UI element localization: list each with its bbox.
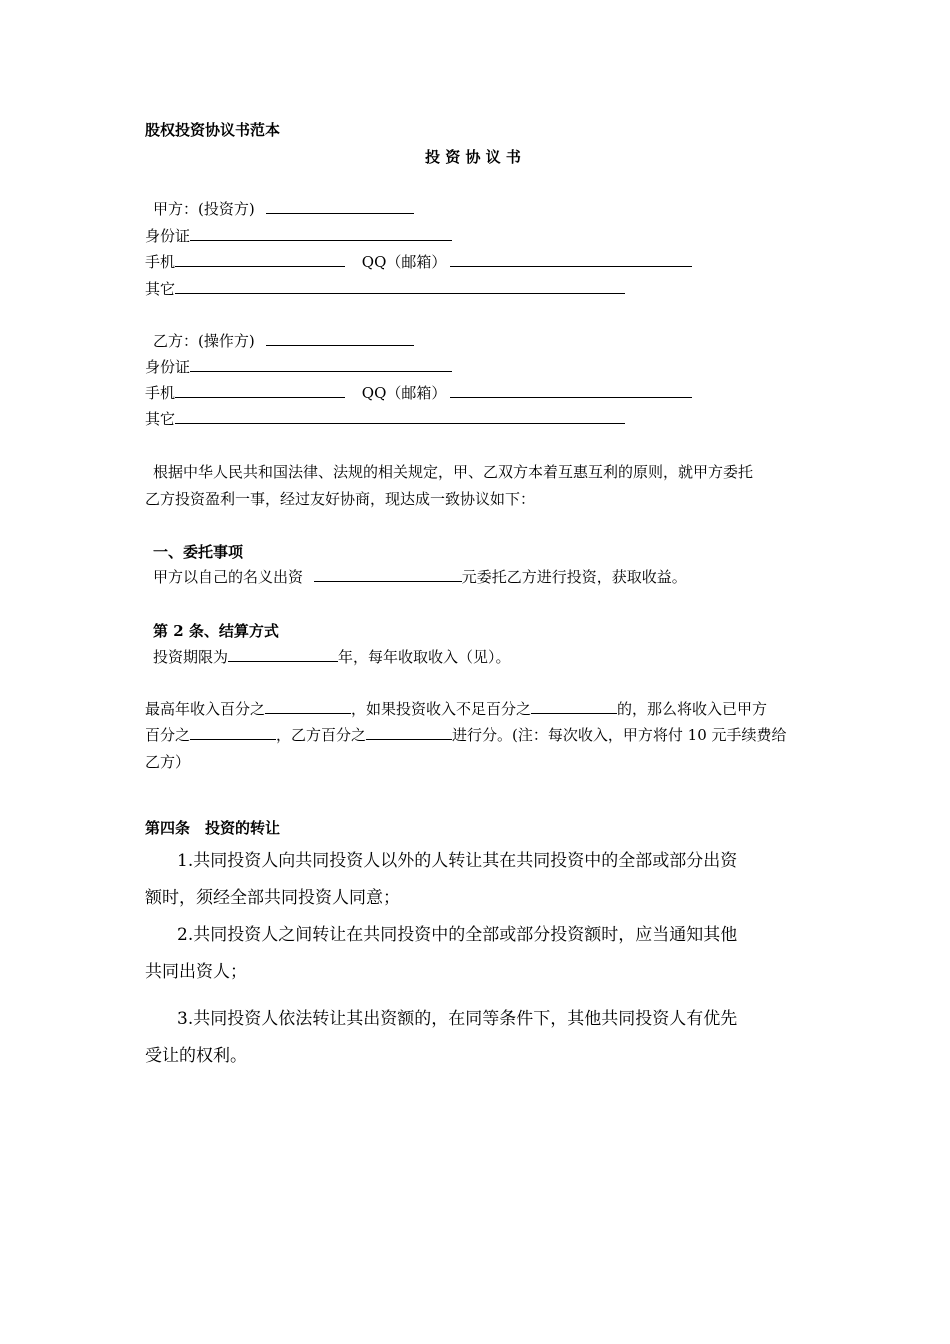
doc-heading: 股权投资协议书范本: [145, 121, 281, 139]
party-b-other-label: 其它: [145, 410, 176, 428]
party-b-share-blank[interactable]: [366, 725, 452, 740]
section2-text-b: 年，每年收取收入（见）。: [338, 648, 511, 666]
profit-2c: 进行分。(注：每次收入，甲方将付 10 元手续费给: [452, 726, 787, 744]
section2-title: 第 2 条、结算方式: [153, 622, 279, 640]
party-a-other-row: [145, 279, 625, 299]
party-a-other-blank[interactable]: [175, 279, 625, 294]
clause3-line-b: 受让的权利。: [145, 1046, 247, 1066]
preamble-line-1: 根据中华人民共和国法律、法规的相关规定，甲、乙双方本着互惠互利的原则，就甲方委托: [153, 463, 754, 481]
investment-term-blank[interactable]: [228, 647, 338, 662]
party-b-name-label: 乙方：(操作方): [153, 332, 255, 350]
party-a-id-label: 身份证: [145, 227, 191, 245]
doc-title: 投 资 协 议 书: [425, 148, 521, 166]
clause2-line-b: 共同出资人；: [145, 962, 247, 982]
party-b-id-row: [145, 357, 452, 377]
party-a-id-blank[interactable]: [190, 226, 452, 241]
party-a-phone-blank[interactable]: [175, 252, 345, 267]
section2-text-a: 投资期限为: [153, 648, 229, 666]
party-a-qq-label: QQ（邮箱）: [361, 253, 447, 271]
party-a-other-label: 其它: [145, 280, 176, 298]
party-a-name-label: 甲方：(投资方): [153, 200, 255, 218]
party-b-name-blank[interactable]: [266, 331, 414, 346]
profit-2a: 百分之: [145, 726, 191, 744]
clause1-line-b: 额时，须经全部共同投资人同意；: [145, 888, 400, 908]
party-b-other-row: [145, 409, 625, 429]
preamble-line-2: 乙方投资盈利一事，经过友好协商，现达成一致协议如下：: [145, 490, 536, 508]
party-b-qq-label: QQ（邮箱）: [361, 384, 447, 402]
party-a-contact-row: [145, 252, 692, 272]
profit-1b: ，如果投资收入不足百分之: [351, 700, 532, 718]
clause3-line-a: 3.共同投资人依法转让其出资额的，在同等条件下，其他共同投资人有优先: [177, 1009, 738, 1029]
party-b-phone-blank[interactable]: [175, 383, 345, 398]
min-income-percent-blank[interactable]: [531, 699, 617, 714]
party-a-phone-label: 手机: [145, 253, 176, 271]
profit-1c: 的，那么将收入已甲方: [617, 700, 768, 718]
section1-text-a: 甲方以自己的名义出资: [153, 568, 304, 586]
section1-text-b: 元委托乙方进行投资，获取收益。: [461, 568, 687, 586]
party-b-contact-row: [145, 383, 692, 403]
party-b-other-blank[interactable]: [175, 409, 625, 424]
section1-text: [153, 567, 687, 587]
section2-text: [153, 647, 511, 667]
party-a-name-row: [153, 199, 414, 219]
investment-amount-blank[interactable]: [314, 567, 462, 582]
party-b-id-blank[interactable]: [190, 357, 452, 372]
party-a-share-blank[interactable]: [190, 725, 276, 740]
party-a-name-blank[interactable]: [266, 199, 414, 214]
party-b-name-row: [153, 331, 414, 351]
profit-1a: 最高年收入百分之: [145, 700, 266, 718]
section4-title: 第四条 投资的转让: [145, 819, 281, 837]
max-income-percent-blank[interactable]: [265, 699, 351, 714]
party-b-id-label: 身份证: [145, 358, 191, 376]
profit-line-1: [145, 699, 767, 719]
party-b-qq-blank[interactable]: [450, 383, 692, 398]
profit-2b: ，乙方百分之: [276, 726, 367, 744]
party-a-id-row: [145, 226, 452, 246]
section1-title: 一、委托事项: [153, 543, 244, 561]
clause1-line-a: 1.共同投资人向共同投资人以外的人转让其在共同投资中的全部或部分出资: [177, 851, 738, 871]
party-a-qq-blank[interactable]: [450, 252, 692, 267]
profit-line-3: 乙方）: [145, 753, 191, 771]
clause2-line-a: 2.共同投资人之间转让在共同投资中的全部或部分投资额时，应当通知其他: [177, 925, 738, 945]
profit-line-2: [145, 725, 787, 745]
party-b-phone-label: 手机: [145, 384, 176, 402]
